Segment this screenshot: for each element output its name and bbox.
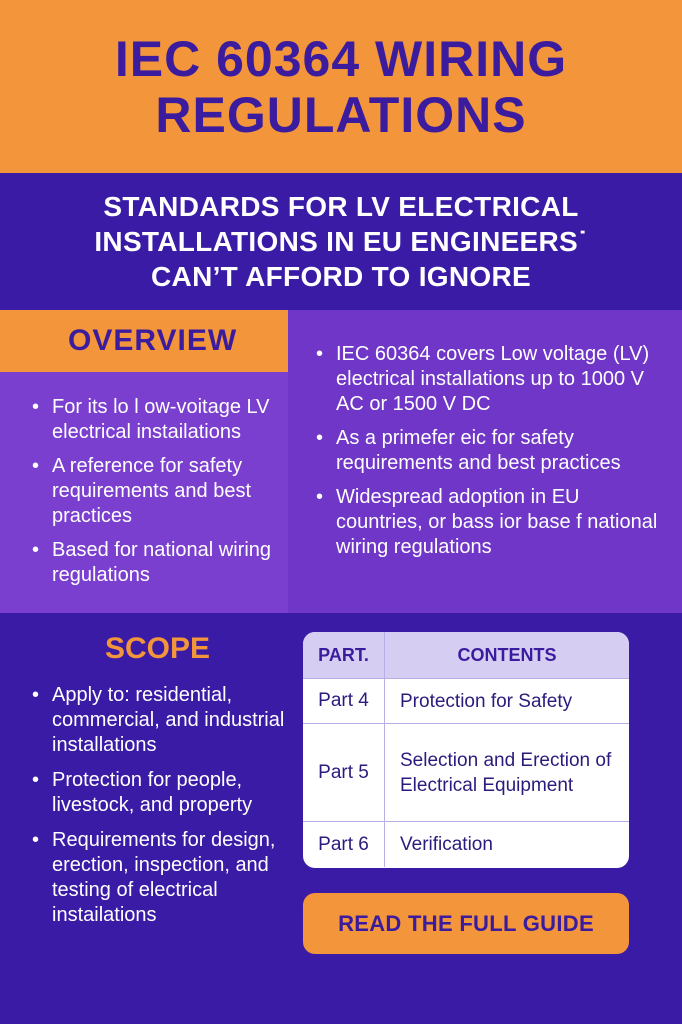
scope-list [32,683,297,938]
title-banner [0,0,682,173]
subtitle-line-3: CAN’T AFFORD TO IGNORE [151,261,531,292]
table-cell-contents: Selection and Erection of Electrical Equipment [400,749,612,796]
table-cell-part: Part 5 [303,724,385,821]
list-item: • A reference for safety requirements and best practices [32,454,290,529]
list-item: • Apply to: residential, commercial, and industrial installations [32,683,297,758]
table-header-part: PART. [303,632,385,678]
subtitle-line-2: INSTALLATIONS IN EU ENGINEERS˙ [94,226,588,257]
table-cell-part: Part 4 [303,679,385,723]
page-title-line-2: REGULATIONS [155,86,527,143]
read-full-guide-button[interactable]: READ THE FULL GUIDE [303,893,629,954]
list-item: • Based for national wiring regulations [32,538,290,588]
table-header-row [303,632,629,678]
table-cell-part: Part 6 [303,822,385,867]
overview-left-list [32,395,290,597]
list-item: • Protection for people, livestock, and property [32,768,297,818]
table-row [303,678,629,723]
scope-heading: SCOPE [104,632,211,665]
table-row [303,821,629,867]
parts-table [303,632,629,868]
overview-heading-tab [0,310,288,372]
list-item: • Widespread adoption in EU countries, or bass ior base f national wiring regulations [316,485,666,560]
list-item: • For its lo l ow-voitage LV electrical instailations [32,395,290,445]
table-cell-contents: Protection for Safety [400,690,573,712]
overview-right-list [316,342,666,569]
overview-heading: OVERVIEW [68,324,238,357]
table-cell-contents: Verification [400,834,493,855]
subtitle-line-1: STANDARDS FOR LV ELECTRICAL [103,191,579,222]
subtitle-banner [0,173,682,310]
table-header-contents: CONTENTS [457,644,557,665]
table-row [303,723,629,821]
list-item: • Requirements for design, erection, inspection, and testing of electrical instailations [32,828,297,928]
page-title-line-1: IEC 60364 WIRING [114,30,568,87]
list-item: • IEC 60364 covers Low voltage (LV) electrical installations up to 1000 V AC or 1500 V DC [316,342,666,417]
list-item: • As a primefer eic for safety requirements and best practices [316,426,666,476]
